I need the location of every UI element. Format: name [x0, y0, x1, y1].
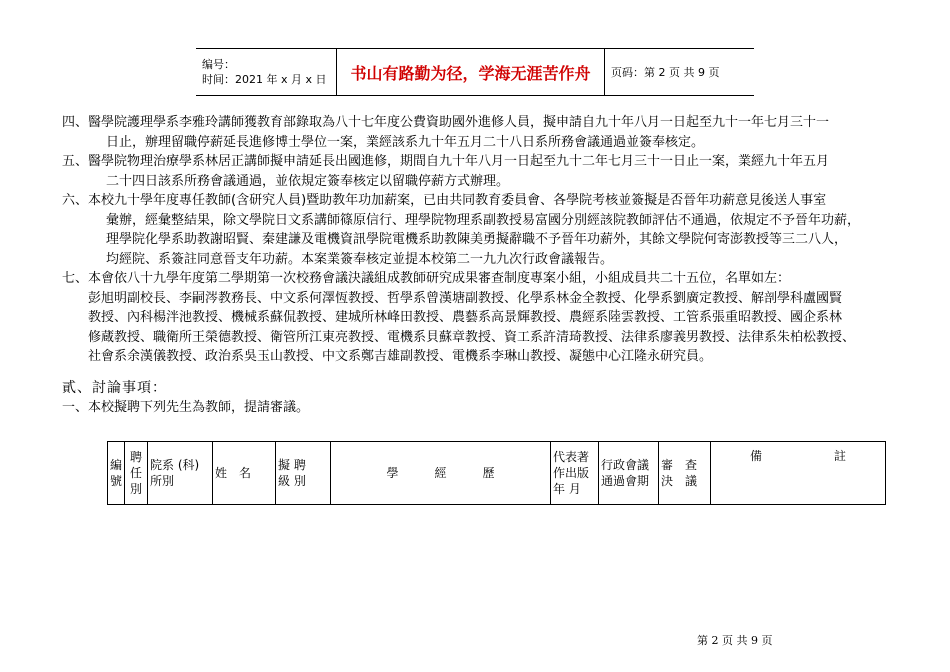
- item-line: 二十四日該系所務會議通過，並依規定簽奉核定以留職停薪方式辦理。: [106, 173, 510, 189]
- item-line: 醫學院物理治療學系林居正講師擬申請延長出國進修，期間自九十年八月一日起至九十二年七月三十一日止一案，業經九十年五月: [88, 154, 830, 169]
- member-line: 教授、內科楊泮池教授、機械系蘇侃教授、建城所林峰田教授、農藝系高景輝教授、農經系陸雲教授、工管系張重昭教授、國企系林: [88, 310, 843, 325]
- col-header-name: 姓 名: [213, 442, 276, 505]
- item-number: 四、: [62, 115, 89, 130]
- item-line: 均經院、系簽註同意晉支年功薪。本案業簽奉核定並提本校第二一九九次行政會議報告。: [106, 251, 614, 267]
- list-item: [62, 152, 902, 191]
- number-label: 编号：: [202, 58, 235, 71]
- item-line: 彙辦，經彙整結果，除文學院日文系講師篠原信行、理學院物理系副教授易富國分別經該院教師評估不通過，依規定不予晉年功薪，: [106, 212, 861, 228]
- col-header-appointment-type: 聘 任 別: [125, 442, 148, 505]
- item-line: 本校九十學年度專任教師(含研究人員)暨助教年功加薪案，已由共同教育委員會、各學院考核並簽擬是否晉年功薪意見後送人事室: [88, 193, 827, 208]
- col-header-rank: 擬 聘 級 別: [276, 442, 331, 505]
- item-line: 醫學院護理學系李雅玲講師獲教育部錄取為八十七年度公費資助國外進修人員，擬申請自九十年八月一日起至九十一年七月三十一: [88, 115, 830, 130]
- member-list: [62, 289, 902, 367]
- section-heading: 貳、討論事項：: [62, 379, 167, 396]
- sub-item-number: 一、: [62, 400, 89, 415]
- item-number: 七、: [62, 271, 89, 286]
- col-header-publication: 代表著 作出版 年 月: [551, 442, 599, 505]
- list-item: [62, 113, 902, 152]
- table-header-row: [108, 442, 886, 505]
- document-body: [62, 113, 902, 418]
- page-label: 页码：第 2 页 共 9 页: [611, 66, 720, 79]
- sub-item: [62, 398, 902, 418]
- header-meta: [196, 49, 337, 95]
- item-number: 六、: [62, 193, 89, 208]
- col-header-meeting: 行政會議 通過會期: [599, 442, 659, 505]
- member-line: 社會系余漢儀教授、政治系吳玉山教授、中文系鄭吉雄副教授、電機系李琳山教授、凝態中心江隆永研究員。: [88, 349, 713, 364]
- page-header: [196, 48, 754, 96]
- list-item: [62, 191, 902, 269]
- col-header-remarks: 備 註: [711, 442, 886, 505]
- list-item: [62, 269, 902, 289]
- item-number: 五、: [62, 154, 89, 169]
- header-page-info: [605, 49, 754, 95]
- teacher-table: [107, 441, 886, 505]
- sub-item-text: 本校擬聘下列先生為教師，提請審議。: [88, 400, 310, 415]
- col-header-number: 編 號: [108, 442, 125, 505]
- member-line: 彭旭明副校長、李嗣涔教務長、中文系何澤恆教授、哲學系曾漢塘副教授、化學系林金全教授、化學系劉廣定教授、解剖學科盧國賢: [88, 290, 843, 306]
- col-header-department: 院系 (科) 所別: [148, 442, 213, 505]
- page-footer: 第 2 页 共 9 页: [697, 634, 773, 647]
- motto-text: 书山有路勤为径，学海无涯苦作舟: [350, 63, 591, 83]
- item-line: 日止，辦理留職停薪延長進修博士學位一案，業經該系九十年五月二十八日系所務會議通過並簽奉核定。: [106, 134, 705, 150]
- item-line: 本會依八十九學年度第二學期第一次校務會議決議組成教師研究成果審查制度專案小組，小組成員共二十五位，名單如左：: [88, 271, 791, 286]
- header-motto: [337, 49, 605, 95]
- col-header-experience: 學 經 歷: [331, 442, 551, 505]
- member-line: 修蔵教授、職衛所王榮德教授、衛管所江東亮教授、電機系貝蘇章教授、資工系許清琦教授、法律系廖義男教授、法律系朱柏松教授、: [88, 329, 856, 345]
- col-header-review: 審 查 決 議: [659, 442, 711, 505]
- time-label: 时间：2021 年 x 月 x 日: [202, 73, 327, 86]
- item-line: 理學院化學系助教謝昭賢、秦建謙及電機資訊學院電機系助教陳美勇擬辭職不予晉年功薪外，其餘文學院何寄澎教授等三二八人，: [106, 232, 848, 247]
